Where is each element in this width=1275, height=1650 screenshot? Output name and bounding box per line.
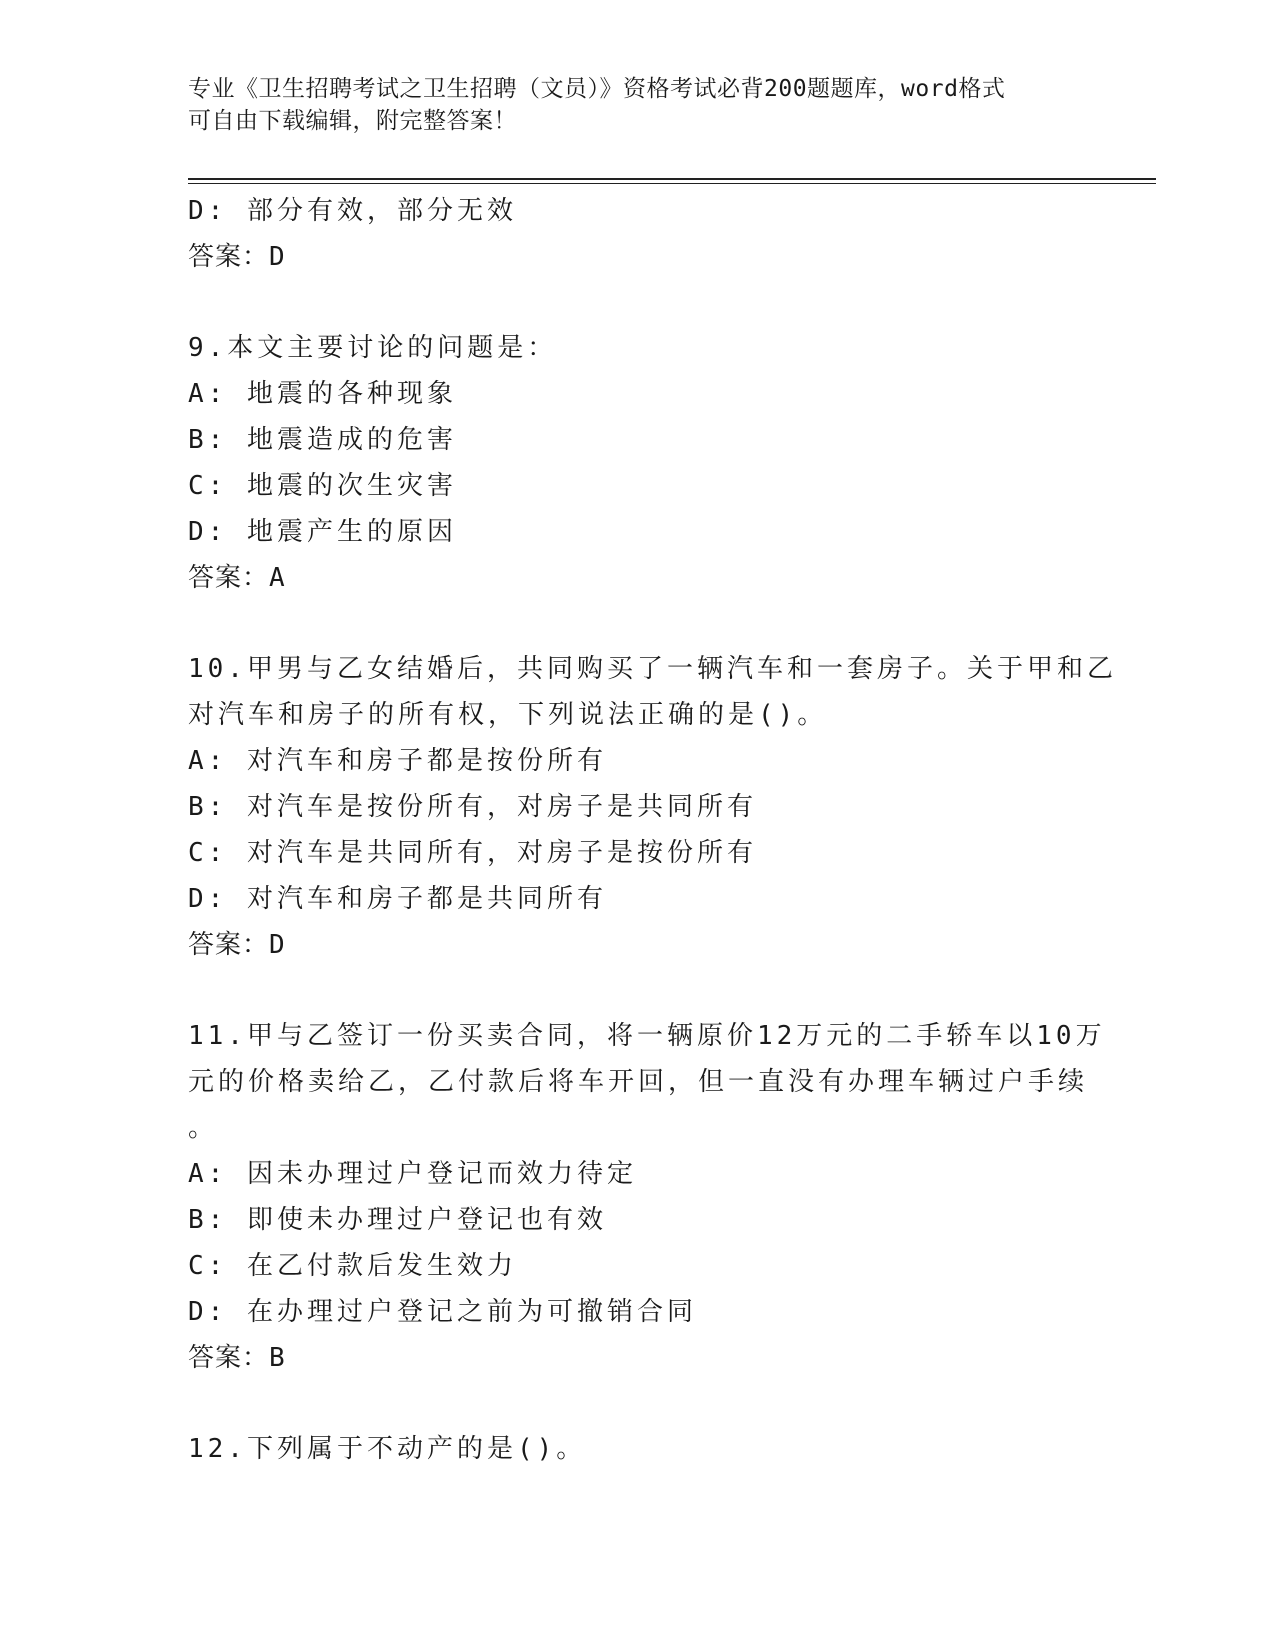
spacer <box>188 280 1148 325</box>
question-10-option-b: B: 对汽车是按份所有，对房子是共同所有 <box>188 792 757 822</box>
question-11-option-b: B: 即使未办理过户登记也有效 <box>188 1205 607 1235</box>
question-11-option-a: A: 因未办理过户登记而效力待定 <box>188 1159 637 1189</box>
question-10-option-c: C: 对汽车是共同所有，对房子是按份所有 <box>188 838 757 868</box>
spacer <box>188 968 1148 1013</box>
question-11-stem-line-1: 11.甲与乙签订一份买卖合同，将一辆原价12万元的二手轿车以10万 <box>188 1021 1106 1051</box>
question-10-option-d: D: 对汽车和房子都是共同所有 <box>188 884 607 914</box>
header-line-2: 可自由下载编辑，附完整答案！ <box>188 108 517 134</box>
question-10-answer: 答案：D <box>188 930 286 960</box>
question-9-option-b: B: 地震造成的危害 <box>188 425 457 455</box>
question-9-answer: 答案：A <box>188 563 286 593</box>
question-11-answer: 答案：B <box>188 1343 286 1373</box>
question-9-option-a: A: 地震的各种现象 <box>188 379 457 409</box>
question-10-option-a: A: 对汽车和房子都是按份所有 <box>188 746 607 776</box>
spacer <box>188 601 1148 646</box>
question-list <box>188 188 1148 1472</box>
header-divider-thin <box>188 183 1156 184</box>
question-12-stem: 12.下列属于不动产的是()。 <box>188 1434 587 1464</box>
header-line-1: 专业《卫生招聘考试之卫生招聘（文员）》资格考试必背200题题库，word格式 <box>188 76 1006 102</box>
spacer <box>188 1381 1148 1426</box>
document-header <box>188 73 1088 137</box>
prev-answer: 答案：D <box>188 242 286 272</box>
question-9-option-d: D: 地震产生的原因 <box>188 517 457 547</box>
question-9-option-c: C: 地震的次生灾害 <box>188 471 457 501</box>
question-9-stem: 9.本文主要讨论的问题是： <box>188 333 558 363</box>
question-10-stem-line-1: 10.甲男与乙女结婚后，共同购买了一辆汽车和一套房子。关于甲和乙 <box>188 654 1117 684</box>
question-10-stem-line-2: 对汽车和房子的所有权，下列说法正确的是()。 <box>188 700 828 730</box>
question-11-option-d: D: 在办理过户登记之前为可撤销合同 <box>188 1297 697 1327</box>
question-11-stem-line-2: 元的价格卖给乙，乙付款后将车开回，但一直没有办理车辆过户手续 <box>188 1067 1089 1097</box>
prev-option-d: D: 部分有效，部分无效 <box>188 196 517 226</box>
question-11-stem-line-3: 。 <box>188 1113 219 1143</box>
question-11-option-c: C: 在乙付款后发生效力 <box>188 1251 517 1281</box>
header-divider-thick <box>188 178 1156 180</box>
